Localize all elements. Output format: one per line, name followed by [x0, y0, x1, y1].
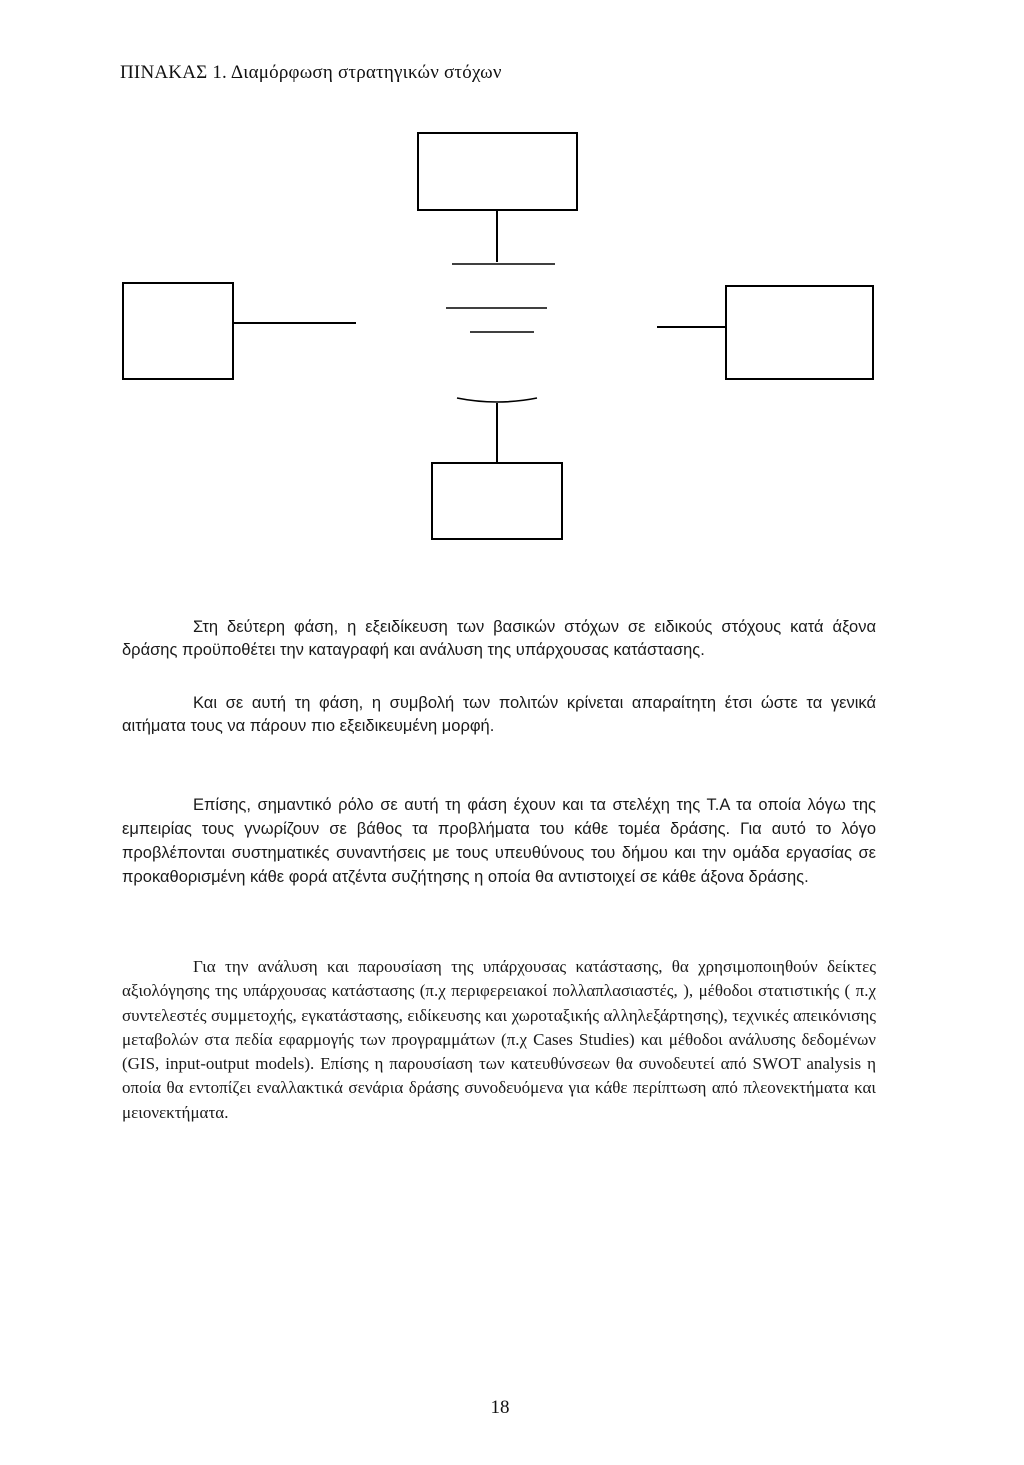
page-number: 18: [490, 1397, 510, 1418]
paragraph-second-phase: Στη δεύτερη φάση, η εξειδίκευση των βασικών στόχων σε ειδικούς στόχους κατά άξονα δράσης προϋποθέτει την καταγραφή και ανάλυση της υπάρχουσας κατάστασης.: [122, 618, 876, 659]
diagram-box-right: [726, 286, 873, 379]
paragraph-citizen-contribution: Και σε αυτή τη φάση, η συμβολή των πολιτών κρίνεται απαραίτητη έτσι ώστε τα γενικά αιτήματα τους να πάρουν πιο εξειδικευμένη μορφή.: [122, 694, 876, 735]
diagram-box-left: [123, 283, 233, 379]
paragraph-analysis-methods: Για την ανάλυση και παρουσίαση της υπάρχουσας κατάστασης, θα χρησιμοποιηθούν δείκτες αξιολόγησης της υπάρχουσας κατάστασης (π.χ περιφερειακοί πολλαπλασιαστές, ), μέθοδοι στατιστικής ( π.χ συντελεστές συμμετοχής, εγκατάστασης, ειδίκευσης και χωροταξικής αλληλεξάρτησης), τεχνικές απεικόνισης μεταβολών στα πεδία εφαρμογής των προγραμμάτων (π.χ Cases Studies) και μέθοδοι ανάλυσης δεδομένων (GIS, input-output models). Επίσης η παρουσίαση των κατευθύνσεων θα συνοδευτεί από SWOT analysis η οποία θα εντοπίζει εναλλακτικά σενάρια δράσης συνοδευόμενα για κάθε περίπτωση από πλεονεκτήματα και μειονεκτήματα.: [122, 957, 876, 1122]
diagram-box-top: [418, 133, 577, 210]
strategic-goals-diagram: [0, 0, 1024, 560]
connector-bottom-curve: [457, 398, 537, 402]
table-title: ΠΙΝΑΚΑΣ 1. Διαμόρφωση στρατηγικών στόχων: [120, 62, 502, 83]
paragraph-staff-role: Επίσης, σημαντικό ρόλο σε αυτή τη φάση έχουν και τα στελέχη της Τ.Α τα οποία λόγω της εμπειρίας τους γνωρίζουν σε βάθος τα προβλήματα του κάθε τομέα δράσης. Για αυτό το λόγο προβλέπονται συστηματικές συναντήσεις με τους υπευθύνους του δήμου και την ομάδα εργασίας σε προκαθορισμένη κάθε φορά ατζέντα συζήτησης η οποία θα αντιστοιχεί σε κάθε άξονα δράσης.: [122, 796, 876, 886]
diagram-box-bottom: [432, 463, 562, 539]
